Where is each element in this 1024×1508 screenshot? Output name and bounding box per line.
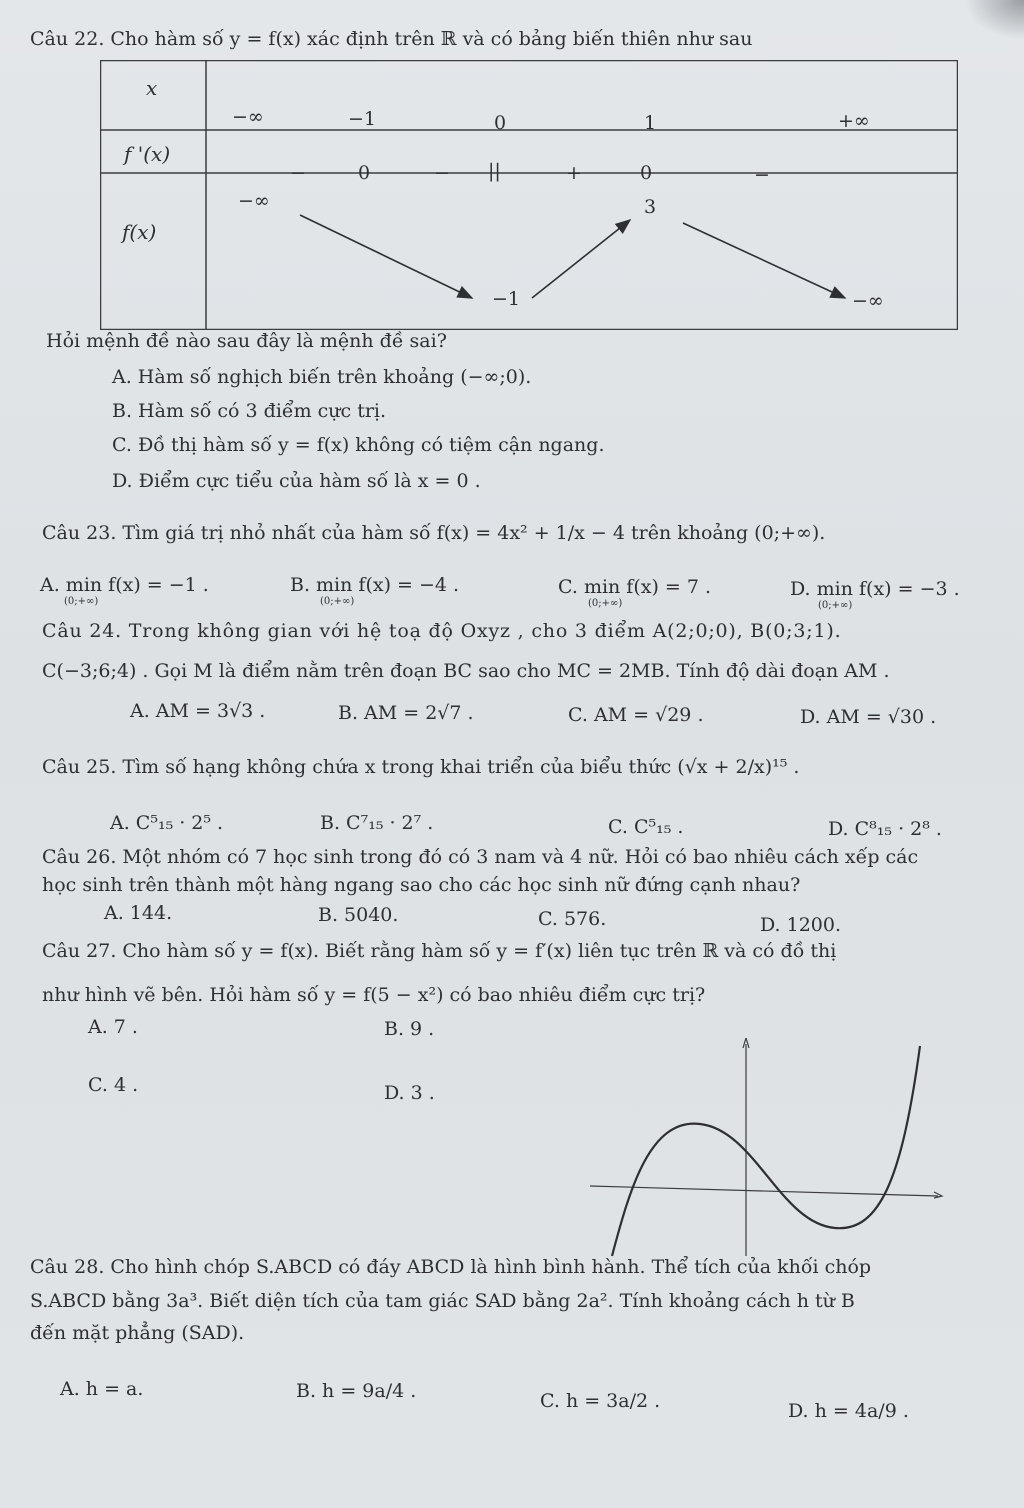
q23-min-subscript-c: (0;+∞) xyxy=(588,598,623,609)
fp-sign-7: − xyxy=(754,164,770,186)
q23-min-subscript-b: (0;+∞) xyxy=(320,596,355,607)
q28-text-3: đến mặt phẳng (SAD). xyxy=(30,1322,245,1344)
q26-text-2: học sinh trên thành một hàng ngang sao cho các học sinh nữ đứng cạnh nhau? xyxy=(42,874,801,896)
variation-table-grid xyxy=(100,60,958,330)
x-val-one: 1 xyxy=(644,112,657,134)
q25-option-b[interactable]: B. C⁷₁₅ · 2⁷ . xyxy=(320,812,434,834)
graph-x-arrow xyxy=(934,1192,942,1198)
q23-min-subscript-d: (0;+∞) xyxy=(818,600,853,611)
derivative-graph xyxy=(590,1038,950,1258)
q24-option-b[interactable]: B. AM = 2√7 . xyxy=(338,702,474,724)
x-val-neg-inf: −∞ xyxy=(232,106,264,128)
q23-option-a[interactable]: A. min f(x) = −1 . xyxy=(40,574,209,596)
q25-option-c[interactable]: C. C⁵₁₅ . xyxy=(608,816,684,838)
q26-option-b[interactable]: B. 5040. xyxy=(318,904,399,926)
q25-text: Câu 25. Tìm số hạng không chứa x trong khai triển của biểu thức (√x + 2/x)¹⁵ . xyxy=(42,756,800,778)
q22-question: Hỏi mệnh đề nào sau đây là mệnh đề sai? xyxy=(46,330,447,352)
q27-option-b[interactable]: B. 9 . xyxy=(384,1018,435,1040)
q26-option-c[interactable]: C. 576. xyxy=(538,908,607,930)
variation-table xyxy=(100,60,958,330)
table-x-label: x xyxy=(146,76,158,100)
q28-option-b[interactable]: B. h = 9a/4 . xyxy=(296,1380,417,1402)
q28-option-d[interactable]: D. h = 4a/9 . xyxy=(788,1400,909,1422)
q22-option-b[interactable]: B. Hàm số có 3 điểm cực trị. xyxy=(112,400,387,422)
x-val-minus-one: −1 xyxy=(348,108,377,130)
q28-text-2: S.ABCD bằng 3a³. Biết diện tích của tam giác SAD bằng 2a². Tính khoảng cách h từ B xyxy=(30,1290,855,1312)
q27-text-2: như hình vẽ bên. Hỏi hàm số y = f(5 − x²) có bao nhiêu điểm cực trị? xyxy=(42,984,706,1006)
q26-text-1: Câu 26. Một nhóm có 7 học sinh trong đó có 3 nam và 4 nữ. Hỏi có bao nhiêu cách xếp các xyxy=(42,846,919,868)
q24-text-1: Câu 24. Trong không gian với hệ toạ độ Oxyz , cho 3 điểm A(2;0;0), B(0;3;1). xyxy=(42,620,842,642)
x-val-zero: 0 xyxy=(494,112,507,134)
q28-option-a[interactable]: A. h = a. xyxy=(60,1378,144,1400)
q28-text-1: Câu 28. Cho hình chóp S.ABCD có đáy ABCD là hình bình hành. Thể tích của khối chóp xyxy=(30,1256,872,1278)
x-val-pos-inf: +∞ xyxy=(838,110,870,132)
table-f-label: f(x) xyxy=(122,220,157,244)
q23-option-d[interactable]: D. min f(x) = −3 . xyxy=(790,578,960,600)
q23-option-b[interactable]: B. min f(x) = −4 . xyxy=(290,574,460,596)
fp-sign-4: || xyxy=(488,160,501,182)
q23-text: Câu 23. Tìm giá trị nhỏ nhất của hàm số f(x) = 4x² + 1/x − 4 trên khoảng (0;+∞). xyxy=(42,522,826,544)
graph-curve xyxy=(612,1046,920,1256)
q22-option-a[interactable]: A. Hàm số nghịch biến trên khoảng (−∞;0). xyxy=(112,366,532,388)
q27-text-1: Câu 27. Cho hàm số y = f(x). Biết rằng hàm số y = f′(x) liên tục trên ℝ và có đồ thị xyxy=(42,940,837,962)
q22-option-d[interactable]: D. Điểm cực tiểu của hàm số là x = 0 . xyxy=(112,470,481,492)
f-val-three: 3 xyxy=(644,196,657,218)
q28-option-c[interactable]: C. h = 3a/2 . xyxy=(540,1390,661,1412)
q27-option-c[interactable]: C. 4 . xyxy=(88,1074,139,1096)
fp-sign-6: 0 xyxy=(640,162,653,184)
q23-option-c[interactable]: C. min f(x) = 7 . xyxy=(558,576,712,598)
q25-option-a[interactable]: A. C⁵₁₅ · 2⁵ . xyxy=(110,812,224,834)
q24-text-2: C(−3;6;4) . Gọi M là điểm nằm trên đoạn BC sao cho MC = 2MB. Tính độ dài đoạn AM . xyxy=(42,660,890,682)
q26-option-d[interactable]: D. 1200. xyxy=(760,914,842,936)
q22-option-c[interactable]: C. Đồ thị hàm số y = f(x) không có tiệm cận ngang. xyxy=(112,434,605,456)
fp-sign-5: + xyxy=(566,162,582,184)
q24-option-a[interactable]: A. AM = 3√3 . xyxy=(130,700,266,722)
q26-option-a[interactable]: A. 144. xyxy=(104,902,173,924)
fp-sign-1: − xyxy=(290,162,306,184)
q25-option-d[interactable]: D. C⁸₁₅ · 2⁸ . xyxy=(828,818,942,840)
q23-min-subscript-a: (0;+∞) xyxy=(64,596,99,607)
fp-sign-2: 0 xyxy=(358,162,371,184)
scan-shadow xyxy=(964,0,1024,40)
q27-option-d[interactable]: D. 3 . xyxy=(384,1082,435,1104)
fp-sign-3: − xyxy=(434,162,450,184)
table-fprime-label: f '(x) xyxy=(124,142,171,166)
f-val-neg-inf-right: −∞ xyxy=(852,290,884,312)
f-val-neg-inf: −∞ xyxy=(238,190,270,212)
q22-intro: Câu 22. Cho hàm số y = f(x) xác định trên ℝ và có bảng biến thiên như sau xyxy=(30,28,753,50)
q24-option-d[interactable]: D. AM = √30 . xyxy=(800,706,937,728)
q27-option-a[interactable]: A. 7 . xyxy=(88,1016,138,1038)
f-val-minus-one: −1 xyxy=(492,288,521,310)
q24-option-c[interactable]: C. AM = √29 . xyxy=(568,704,704,726)
